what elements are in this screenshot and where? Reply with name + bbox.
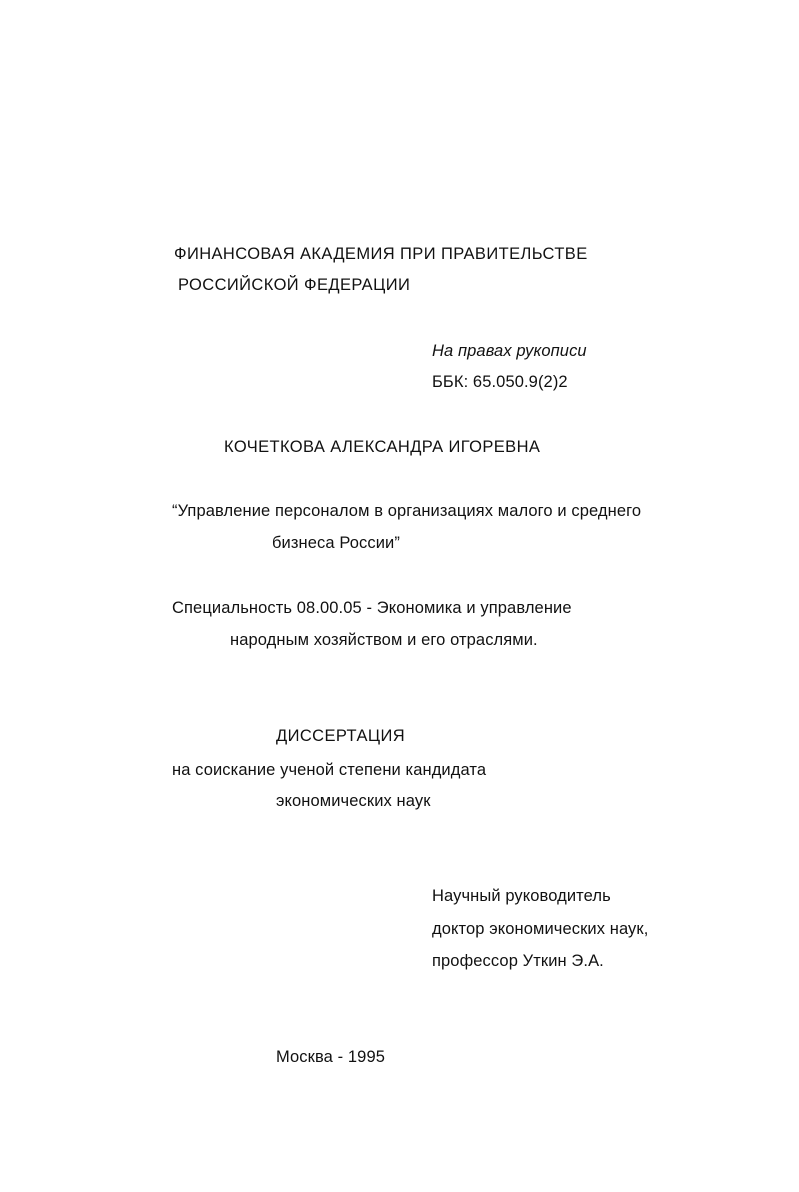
thesis-title-line-2: бизнеса России”	[272, 534, 400, 552]
rights-note: На правах рукописи	[432, 342, 587, 360]
institution-line-2: РОССИЙСКОЙ ФЕДЕРАЦИИ	[178, 276, 411, 294]
work-type-line-1: на соискание ученой степени кандидата	[172, 761, 487, 779]
institution-line-1: ФИНАНСОВАЯ АКАДЕМИЯ ПРИ ПРАВИТЕЛЬСТВЕ	[174, 245, 588, 263]
supervisor-line-3: профессор Уткин Э.А.	[432, 952, 604, 970]
work-type-line-2: экономических наук	[276, 792, 431, 810]
supervisor-line-2: доктор экономических наук,	[432, 920, 649, 938]
author-name: КОЧЕТКОВА АЛЕКСАНДРА ИГОРЕВНА	[224, 438, 541, 456]
specialty-line-2: народным хозяйством и его отраслями.	[230, 631, 538, 649]
supervisor-line-1: Научный руководитель	[432, 887, 611, 905]
specialty-line-1: Специальность 08.00.05 - Экономика и управление	[172, 599, 572, 617]
work-type-heading: ДИССЕРТАЦИЯ	[276, 727, 406, 745]
thesis-title-line-1: “Управление персоналом в организациях малого и среднего	[172, 502, 642, 520]
place-year: Москва - 1995	[276, 1048, 386, 1066]
bbk-code: ББК: 65.050.9(2)2	[432, 373, 568, 391]
